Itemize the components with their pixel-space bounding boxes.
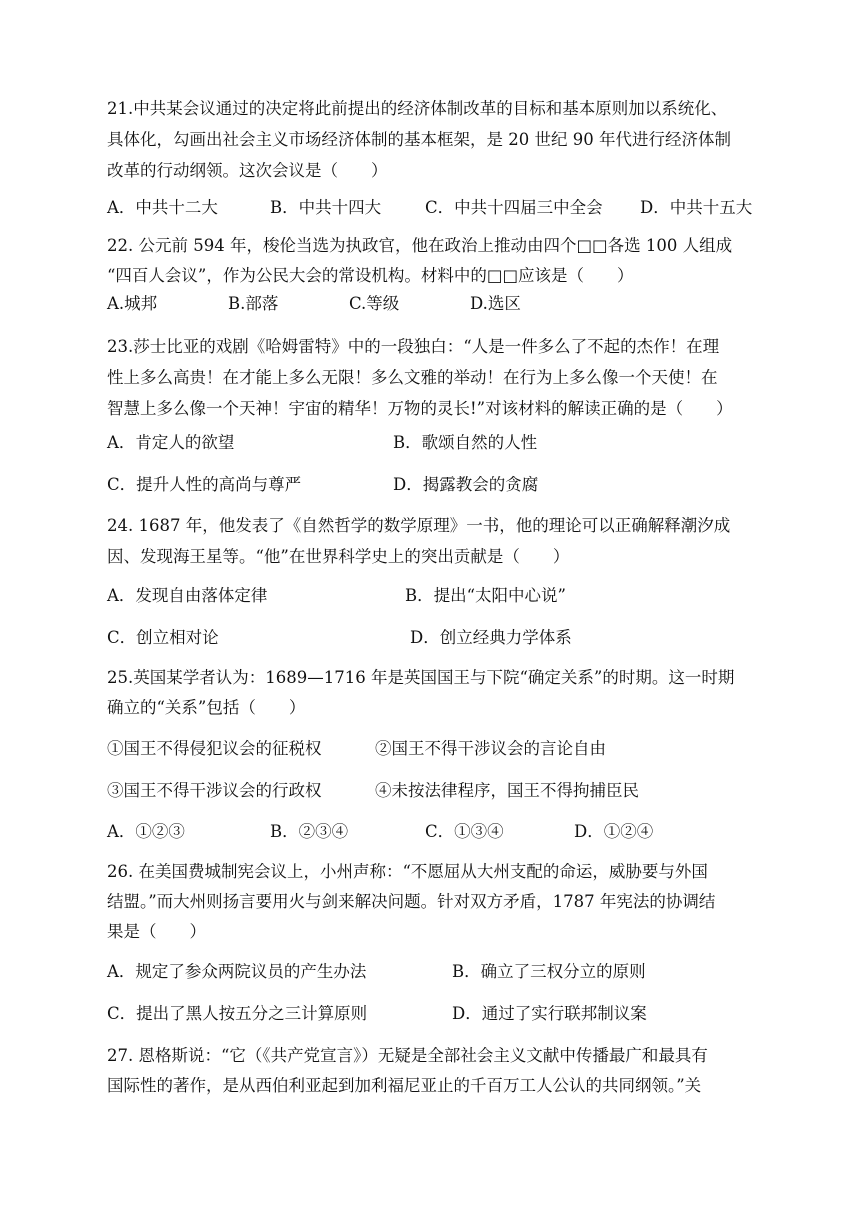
q23-option-b: B．歌颂自然的人性 (393, 433, 538, 452)
q25-line-2: 确立的“关系”包括（ ） (107, 698, 306, 717)
q25-option-b: B．②③④ (270, 822, 349, 841)
q21-line-2: 具体化，勾画出社会主义市场经济体制的基本框架，是 20 世纪 90 年代进行经济体制 (107, 130, 731, 149)
q24-option-d: D．创立经典力学体系 (410, 628, 572, 647)
q21-line-1: 21.中共某会议通过的决定将此前提出的经济体制改革的目标和基本原则加以系统化、 (107, 99, 728, 118)
q23-line-1: 23.莎士比亚的戏剧《哈姆雷特》中的一段独白：“人是一件多么了不起的杰作！在理 (107, 337, 720, 356)
q22-option-c: C.等级 (349, 294, 400, 313)
q24-option-a: A．发现自由落体定律 (107, 586, 268, 605)
q26-line-2: 结盟。”而大州则扬言要用火与剑来解决问题。针对双方矛盾，1787 年宪法的协调结 (107, 892, 716, 911)
q27-line-1: 27. 恩格斯说：“它（《共产党宣言》）无疑是全部社会主义文献中传播最广和最具有 (107, 1046, 708, 1065)
q22-option-b: B.部落 (228, 294, 279, 313)
q25-line-1: 25.英国某学者认为：1689—1716 年是英国国王与下院“确定关系”的时期。这一时期 (107, 668, 735, 687)
q23-option-d: D．揭露教会的贪腐 (393, 475, 539, 494)
q25-option-a: A．①②③ (107, 822, 185, 841)
q26-line-1: 26. 在美国费城制宪会议上，小州声称：“不愿屈从大州支配的命运，威胁要与外国 (107, 862, 708, 881)
q21-line-3: 改革的行动纲领。这次会议是（ ） (107, 161, 388, 180)
q24-line-1: 24. 1687 年，他发表了《自然哲学的数学原理》一书，他的理论可以正确解释潮汐成 (107, 516, 731, 535)
q26-option-d: D．通过了实行联邦制议案 (452, 1004, 647, 1023)
q25-statement-2: ②国王不得干涉议会的言论自由 (375, 739, 606, 758)
q26-option-a: A．规定了参众两院议员的产生办法 (107, 962, 367, 981)
q22-line-1: 22. 公元前 594 年，梭伦当选为执政官，他在政治上推动由四个□□各选 100 人组成 (107, 236, 733, 255)
q26-option-b: B．确立了三权分立的原则 (452, 962, 646, 981)
q23-option-a: A．肯定人的欲望 (107, 433, 235, 452)
q22-line-2: “四百人会议”，作为公民大会的常设机构。材料中的□□应该是（ ） (107, 266, 634, 285)
q25-option-c: C．①③④ (425, 822, 504, 841)
q21-option-d: D．中共十五大 (640, 198, 753, 217)
q24-option-c: C．创立相对论 (107, 628, 219, 647)
q21-option-a: A．中共十二大 (107, 198, 218, 217)
q23-line-3: 智慧上多么像一个天神！宇宙的精华！万物的灵长!”对该材料的解读正确的是（ ） (107, 399, 733, 418)
q22-option-d: D.选区 (470, 294, 521, 313)
q23-option-c: C．提升人性的高尚与尊严 (107, 475, 302, 494)
q27-line-2: 国际性的著作，是从西伯利亚起到加利福尼亚止的千百万工人公认的共同纲领。”关 (107, 1076, 702, 1095)
q21-option-c: C．中共十四届三中全会 (425, 198, 603, 217)
q24-option-b: B．提出“太阳中心说” (405, 586, 566, 605)
q22-option-a: A.城邦 (107, 294, 158, 313)
q23-line-2: 性上多么高贵！在才能上多么无限！多么文雅的举动！在行为上多么像一个天使！在 (107, 368, 718, 387)
q25-statement-3: ③国王不得干涉议会的行政权 (107, 781, 322, 800)
q26-line-3: 果是（ ） (107, 922, 206, 941)
q25-option-d: D．①②④ (574, 822, 654, 841)
q25-statement-4: ④未按法律程序，国王不得拘捕臣民 (375, 781, 639, 800)
q25-statement-1: ①国王不得侵犯议会的征税权 (107, 739, 322, 758)
q24-line-2: 因、发现海王星等。“他”在世界科学史上的突出贡献是（ ） (107, 547, 570, 566)
q26-option-c: C．提出了黑人按五分之三计算原则 (107, 1004, 368, 1023)
q21-option-b: B．中共十四大 (270, 198, 382, 217)
